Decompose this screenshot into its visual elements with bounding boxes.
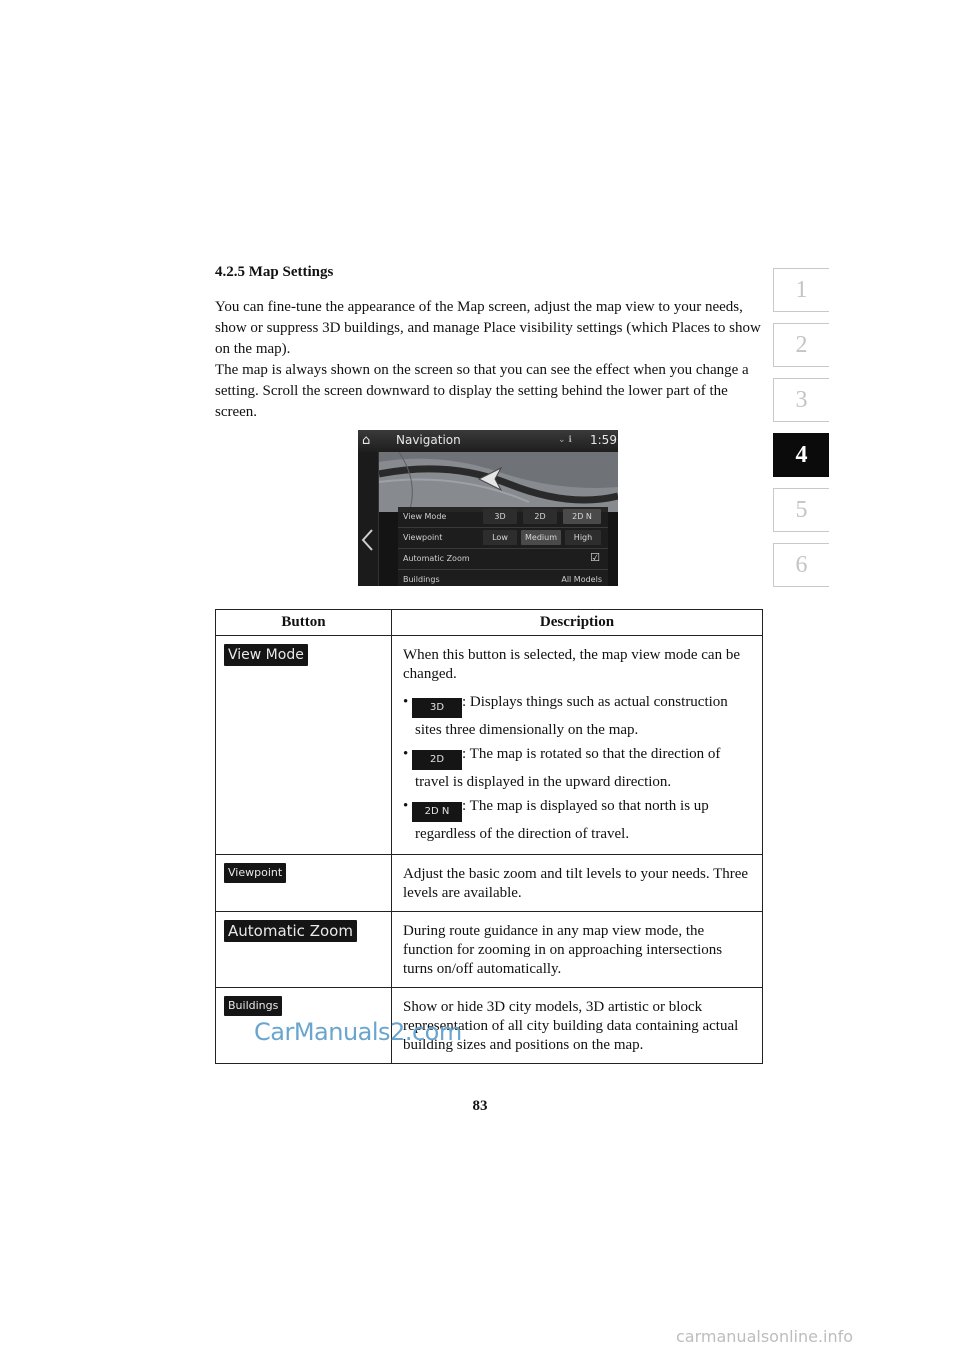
nav-option-2d[interactable]: 2D bbox=[523, 509, 557, 524]
table-header-row bbox=[216, 610, 763, 636]
table-row bbox=[216, 855, 763, 912]
watermark-logo: CarManuals2.com bbox=[254, 1018, 462, 1046]
nav-title: Navigation bbox=[396, 433, 461, 447]
chapter-tab-5[interactable]: 5 bbox=[773, 488, 829, 532]
list-item: • 3D : Displays things such as actual construction sites three dimensionally on the map. bbox=[403, 690, 752, 742]
nav-top-bar bbox=[358, 430, 618, 452]
button-cell bbox=[216, 912, 392, 988]
list-item-text: : The map is rotated so that the direction of bbox=[462, 746, 721, 762]
viewpoint-button: Viewpoint bbox=[224, 863, 286, 883]
intro-paragraph-1: You can fine-tune the appearance of the Map screen, adjust the map view to your needs, show or suppress 3D buildings, and manage Place visibility settings (which Places to show on the map). bbox=[215, 299, 761, 357]
header-description: Description bbox=[392, 610, 763, 636]
list-item-text-cont: sites three dimensionally on the map. bbox=[415, 722, 639, 738]
section-heading: 4.2.5 Map Settings bbox=[215, 264, 334, 280]
nav-option-high[interactable]: High bbox=[565, 530, 601, 545]
table-row bbox=[216, 912, 763, 988]
nav-option-2dn[interactable]: 2D N bbox=[563, 509, 601, 524]
page-number: 83 bbox=[472, 1098, 488, 1114]
map-preview bbox=[379, 452, 618, 512]
nav-option-3d[interactable]: 3D bbox=[483, 509, 517, 524]
intro-text bbox=[215, 297, 763, 423]
nav-row-automatic-zoom[interactable] bbox=[398, 549, 608, 570]
nav-row-label: Buildings bbox=[403, 575, 440, 584]
chapter-tab-4[interactable]: 4 bbox=[773, 433, 829, 477]
header-button: Button bbox=[216, 610, 392, 636]
automatic-zoom-description: During route guidance in any map view mode, the function for zooming in on approaching intersections turns on/off automatically. bbox=[403, 923, 723, 977]
table-row bbox=[216, 636, 763, 855]
footer-logo: carmanualsonline.info bbox=[676, 1327, 854, 1346]
home-icon[interactable]: ⌂ bbox=[362, 433, 371, 448]
nav-left-rail bbox=[358, 452, 379, 586]
list-item-text: : The map is displayed so that north is up bbox=[462, 798, 709, 814]
nav-row-view-mode[interactable] bbox=[398, 507, 608, 528]
3d-button: 3D bbox=[412, 698, 462, 718]
2d-north-button: 2D N bbox=[412, 802, 462, 822]
button-cell bbox=[216, 636, 392, 855]
description-cell bbox=[392, 636, 763, 855]
view-mode-button: View Mode bbox=[224, 644, 308, 666]
list-item: • 2D : The map is rotated so that the direction of travel is displayed in the upward direction. bbox=[403, 742, 752, 794]
status-icons: ⌄ ℹ bbox=[558, 435, 572, 445]
viewpoint-description: Adjust the basic zoom and tilt levels to your needs. Three levels are available. bbox=[403, 866, 749, 901]
chapter-tab-2[interactable]: 2 bbox=[773, 323, 829, 367]
nav-row-buildings[interactable] bbox=[398, 570, 608, 586]
buildings-description: Show or hide 3D city models, 3D artistic or block representation of all city building data containing actual building sizes and positions on the map. bbox=[403, 999, 739, 1053]
nav-option-low[interactable]: Low bbox=[483, 530, 517, 545]
list-item-text: : Displays things such as actual construction bbox=[462, 694, 728, 710]
button-description-table bbox=[215, 609, 763, 1064]
intro-paragraph-2: The map is always shown on the screen so that you can see the effect when you change a setting. Scroll the screen downward to display the setting behind the lower part of the screen. bbox=[215, 362, 749, 420]
view-mode-intro: When this button is selected, the map view mode can be changed. bbox=[403, 647, 740, 682]
nav-row-viewpoint[interactable] bbox=[398, 528, 608, 549]
nav-clock: 1:59 bbox=[590, 433, 617, 447]
button-cell bbox=[216, 855, 392, 912]
list-item-text-cont: regardless of the direction of travel. bbox=[415, 826, 630, 842]
description-cell bbox=[392, 855, 763, 912]
nav-option-medium[interactable]: Medium bbox=[521, 530, 561, 545]
list-item: • 2D N : The map is displayed so that north is up regardless of the direction of travel. bbox=[403, 794, 752, 846]
description-cell bbox=[392, 912, 763, 988]
back-arrow-icon[interactable] bbox=[360, 528, 376, 552]
nav-row-label: View Mode bbox=[403, 512, 447, 521]
2d-button: 2D bbox=[412, 750, 462, 770]
checkbox-checked-icon[interactable]: ☑ bbox=[590, 551, 600, 564]
nav-row-label: Automatic Zoom bbox=[403, 554, 470, 563]
navigation-screenshot bbox=[358, 430, 618, 586]
list-item-text-cont: travel is displayed in the upward direction. bbox=[415, 774, 672, 790]
automatic-zoom-button: Automatic Zoom bbox=[224, 920, 357, 942]
chapter-tab-6[interactable]: 6 bbox=[773, 543, 829, 587]
chapter-tab-3[interactable]: 3 bbox=[773, 378, 829, 422]
nav-row-label: Viewpoint bbox=[403, 533, 443, 542]
buildings-button: Buildings bbox=[224, 996, 282, 1016]
chapter-tab-1[interactable]: 1 bbox=[773, 268, 829, 312]
nav-row-value: All Models bbox=[561, 575, 602, 584]
